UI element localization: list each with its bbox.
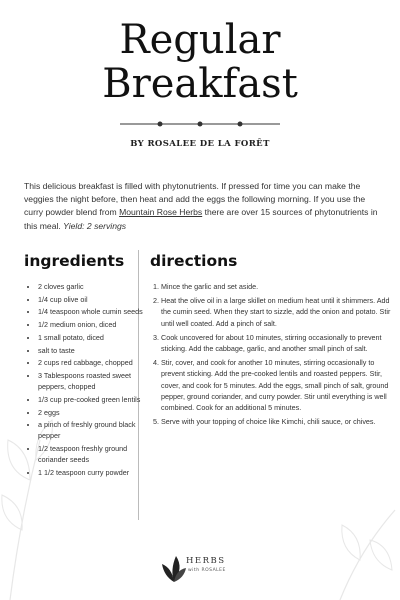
divider-ornament-icon <box>120 120 280 128</box>
directions-heading: directions <box>150 252 238 270</box>
ingredient-item: • 1/2 medium onion, diced <box>38 319 150 330</box>
ingredient-item: • 2 cloves garlic <box>38 281 150 292</box>
direction-step: 5. Serve with your topping of choice like Kimchi, chili sauce, or chives. <box>161 416 393 427</box>
ingredient-item: • 1/4 teaspoon whole cumin seeds <box>38 306 150 317</box>
direction-step: 2. Heat the olive oil in a large skillet on medium heat until it shimmers. Add the cumin seed. When they start to sizzle, add the onion and potato. Stir until well coated. Add a pinch of salt. <box>161 295 393 329</box>
title-line-2: Breakfast <box>102 61 298 107</box>
leaf-watermark-icon <box>330 490 400 600</box>
ingredients-list <box>22 281 150 480</box>
ingredient-item: • 3 Tablespoons roasted sweet peppers, chopped <box>38 370 150 392</box>
direction-step: 3. Cook uncovered for about 10 minutes, stirring occasionally to prevent sticking. Add the cabbage, garlic, and another small pinch of salt. <box>161 332 393 354</box>
direction-step: 4. Stir, cover, and cook for another 10 minutes, stirring occasionally to prevent sticking. Add the pre-cooked lentils and roasted peppers. Stir, cover, and cook for 5 minutes. Add the eggs, small pinch of salt, ground pepper, ground coriander, and curry powder. Stir until everything is well combined. Cook for an additional 5 minutes. <box>161 357 393 413</box>
intro-text: This delicious breakfast is filled with phytonutrients. If pressed for time you can make the veggies the night before, then heat and add the eggs the following morning. If you use the curry powder blend from <box>24 181 366 218</box>
ingredient-item: • 1 1/2 teaspoon curry powder <box>38 467 150 478</box>
logo-wordmark: HERBS <box>186 556 226 566</box>
ingredient-item: • 1 small potato, diced <box>38 332 150 343</box>
ingredient-item: • salt to taste <box>38 345 150 356</box>
ingredient-item: • a pinch of freshly ground black pepper <box>38 419 150 441</box>
author-byline: BY ROSALEE DE LA FORÊT <box>130 139 270 149</box>
direction-step: 1. Mince the garlic and set aside. <box>161 281 393 292</box>
ingredient-item: • 1/3 cup pre-cooked green lentils <box>38 394 150 405</box>
intro-text-after: there are over 15 sources of phytonutrients in this meal. <box>24 207 378 231</box>
directions-list <box>147 281 393 430</box>
ingredient-item: • 2 eggs <box>38 407 150 418</box>
ingredients-heading: ingredients <box>24 252 125 270</box>
leaf-logo-icon <box>160 548 240 584</box>
recipe-title <box>0 18 400 106</box>
title-line-1: Regular <box>119 17 281 63</box>
mountain-rose-herbs-link[interactable]: Mountain Rose Herbs <box>119 207 203 218</box>
ingredient-item: • 1/4 cup olive oil <box>38 294 150 305</box>
ingredient-item: • 1/2 teaspoon freshly ground coriander seeds <box>38 443 150 465</box>
ingredient-item: • 2 cups red cabbage, chopped <box>38 357 150 368</box>
logo-subtitle: with ROSALEE <box>188 568 226 573</box>
intro-paragraph <box>24 180 379 233</box>
yield-text: Yield: 2 servings <box>63 220 127 231</box>
